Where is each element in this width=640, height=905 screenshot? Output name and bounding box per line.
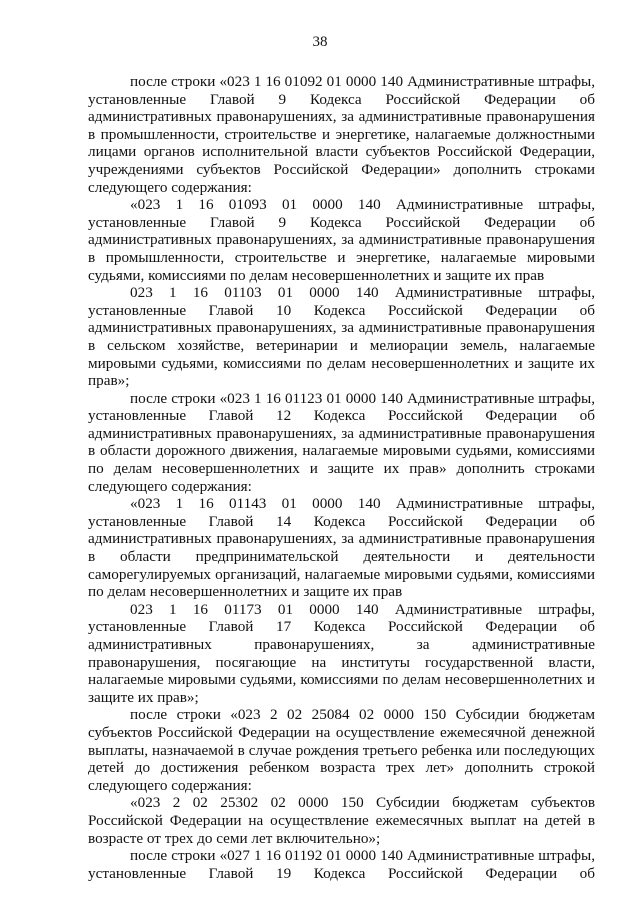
page-number: 38 (312, 34, 328, 50)
paragraph: 023 1 16 01103 01 0000 140 Административные штрафы, установленные Главой 10 Кодекса Российской Федерации об административных правонарушениях, за административные правонарушения в сельском хозяйстве, ветеринарии и мелиорации земель, налагаемые мировыми судьями, комиссиями по делам несовершеннолетних и защите их прав»; (88, 284, 595, 390)
document-body (88, 73, 595, 882)
paragraph: после строки «027 1 16 01192 01 0000 140 Административные штрафы, установленные Главой 19 Кодекса Российской Федерации об (88, 847, 595, 882)
paragraph: «023 2 02 25302 02 0000 150 Субсидии бюджетам субъектов Российской Федерации на осуществление ежемесячных выплат на детей в возрасте от трех до семи лет включительно»; (88, 794, 595, 847)
paragraph: после строки «023 1 16 01092 01 0000 140 Административные штрафы, установленные Главой 9 Кодекса Российской Федерации об административных правонарушениях, за административные правонарушения в промышленности, строительстве и энергетике, налагаемые должностными лицами органов исполнительной власти субъектов Российской Федерации, учреждениями субъектов Российской Федерации» дополнить строками следующего содержания: (88, 73, 595, 196)
paragraph: после строки «023 2 02 25084 02 0000 150 Субсидии бюджетам субъектов Российской Федерации на осуществление ежемесячной денежной выплаты, назначаемой в случае рождения третьего ребенка или последующих детей до достижения ребенком возраста трех лет» дополнить строкой следующего содержания: (88, 706, 595, 794)
paragraph: «023 1 16 01143 01 0000 140 Административные штрафы, установленные Главой 14 Кодекса Российской Федерации об административных правонарушениях, за административные правонарушения в области предпринимательской деятельности и деятельности саморегулируемых организаций, налагаемые мировыми судьями, комиссиями по делам несовершеннолетних и защите их прав (88, 495, 595, 601)
paragraph: 023 1 16 01173 01 0000 140 Административные штрафы, установленные Главой 17 Кодекса Российской Федерации об административных правонарушениях, за административные правонарушения, посягающие на институты государственной власти, налагаемые мировыми судьями, комиссиями по делам несовершеннолетних и защите их прав»; (88, 600, 595, 706)
paragraph: «023 1 16 01093 01 0000 140 Административные штрафы, установленные Главой 9 Кодекса Российской Федерации об административных правонарушениях, за административные правонарушения в промышленности, строительстве и энергетике, налагаемые мировыми судьями, комиссиями по делам несовершеннолетних и защите их прав (88, 196, 595, 284)
paragraph: после строки «023 1 16 01123 01 0000 140 Административные штрафы, установленные Главой 12 Кодекса Российской Федерации об административных правонарушениях, за административные правонарушения в области дорожного движения, налагаемые мировыми судьями, комиссиями по делам несовершеннолетних и защите их прав» дополнить строками следующего содержания: (88, 389, 595, 495)
